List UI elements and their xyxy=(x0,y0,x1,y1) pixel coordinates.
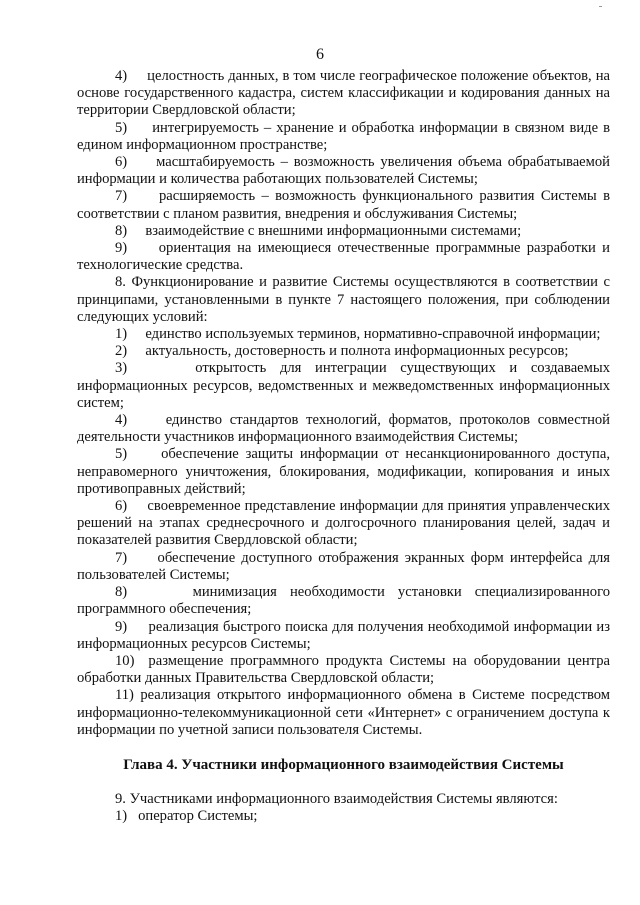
paragraph-clause-9: 9. Участниками информационного взаимодействия Системы являются: xyxy=(115,791,558,808)
list-item: 1) единство используемых терминов, нормативно-справочной информации; xyxy=(115,326,601,343)
chapter-heading: Глава 4. Участники информационного взаимодействия Системы xyxy=(123,756,564,773)
page-number: 6 xyxy=(316,46,324,63)
list-item: 4) единство стандартов технологий, форматов, протоколов совместной деятельности участников информационного взаимодействия Системы; xyxy=(77,412,610,446)
paragraph-clause-8: 8. Функционирование и развитие Системы осуществляются в соответствии с принципами, установленными в пункте 7 настоящего положения, при соблюдении следующих условий: xyxy=(77,274,610,325)
list-item: 2) актуальность, достоверность и полнота информационных ресурсов; xyxy=(115,343,569,360)
list-item: 7) обеспечение доступного отображения экранных форм интерфейса для пользователей Системы; xyxy=(77,549,610,583)
list-item: 6) своевременное представление информации для принятия управленческих решений на этапах среднесрочного и долгосрочного планирования целей, задач и показателей развития Свердловской области; xyxy=(77,498,610,549)
list-item: 1) оператор Системы; xyxy=(115,808,258,825)
list-item: 9) реализация быстрого поиска для получения необходимой информации из информационных ресурсов Системы; xyxy=(77,618,610,652)
list-item: 5) интегрируемость – хранение и обработка информации в связном виде в едином информационном пространстве; xyxy=(77,119,610,153)
document-body xyxy=(77,68,610,826)
list-item: 11) реализация открытого информационного обмена в Системе посредством информационно-телекоммуникационной сети «Интернет» с ограничением доступа к информации по учетной записи пользователя Системы. xyxy=(77,687,610,738)
list-item: 8) минимизация необходимости установки специализированного программного обеспечения; xyxy=(77,584,610,618)
list-item: 6) масштабируемость – возможность увеличения объема обрабатываемой информации и количества работающих пользователей Системы; xyxy=(77,154,610,188)
list-item: 10) размещение программного продукта Системы на оборудовании центра обработки данных Правительства Свердловской области; xyxy=(77,652,610,687)
list-item: 7) расширяемость – возможность функционального развития Системы в соответствии с планом развития, внедрения и обслуживания Системы; xyxy=(77,188,610,222)
list-item: 3) открытость для интеграции существующих и создаваемых информационных ресурсов, ведомственных и межведомственных информационных систем; xyxy=(77,360,610,411)
list-item: 9) ориентация на имеющиеся отечественные программные разработки и технологические средства. xyxy=(77,240,610,274)
list-item: 8) взаимодействие с внешними информационными системами; xyxy=(115,222,522,239)
list-item: 5) обеспечение защиты информации от несанкционированного доступа, неправомерного уничтожения, блокирования, модификации, копирования и иных противоправных действий; xyxy=(77,446,610,497)
list-item: 4) целостность данных, в том числе географическое положение объектов, на основе государственного кадастра, систем классификации и кодирования данных на территории Свердловской области; xyxy=(77,68,610,119)
scan-mark xyxy=(599,6,602,7)
